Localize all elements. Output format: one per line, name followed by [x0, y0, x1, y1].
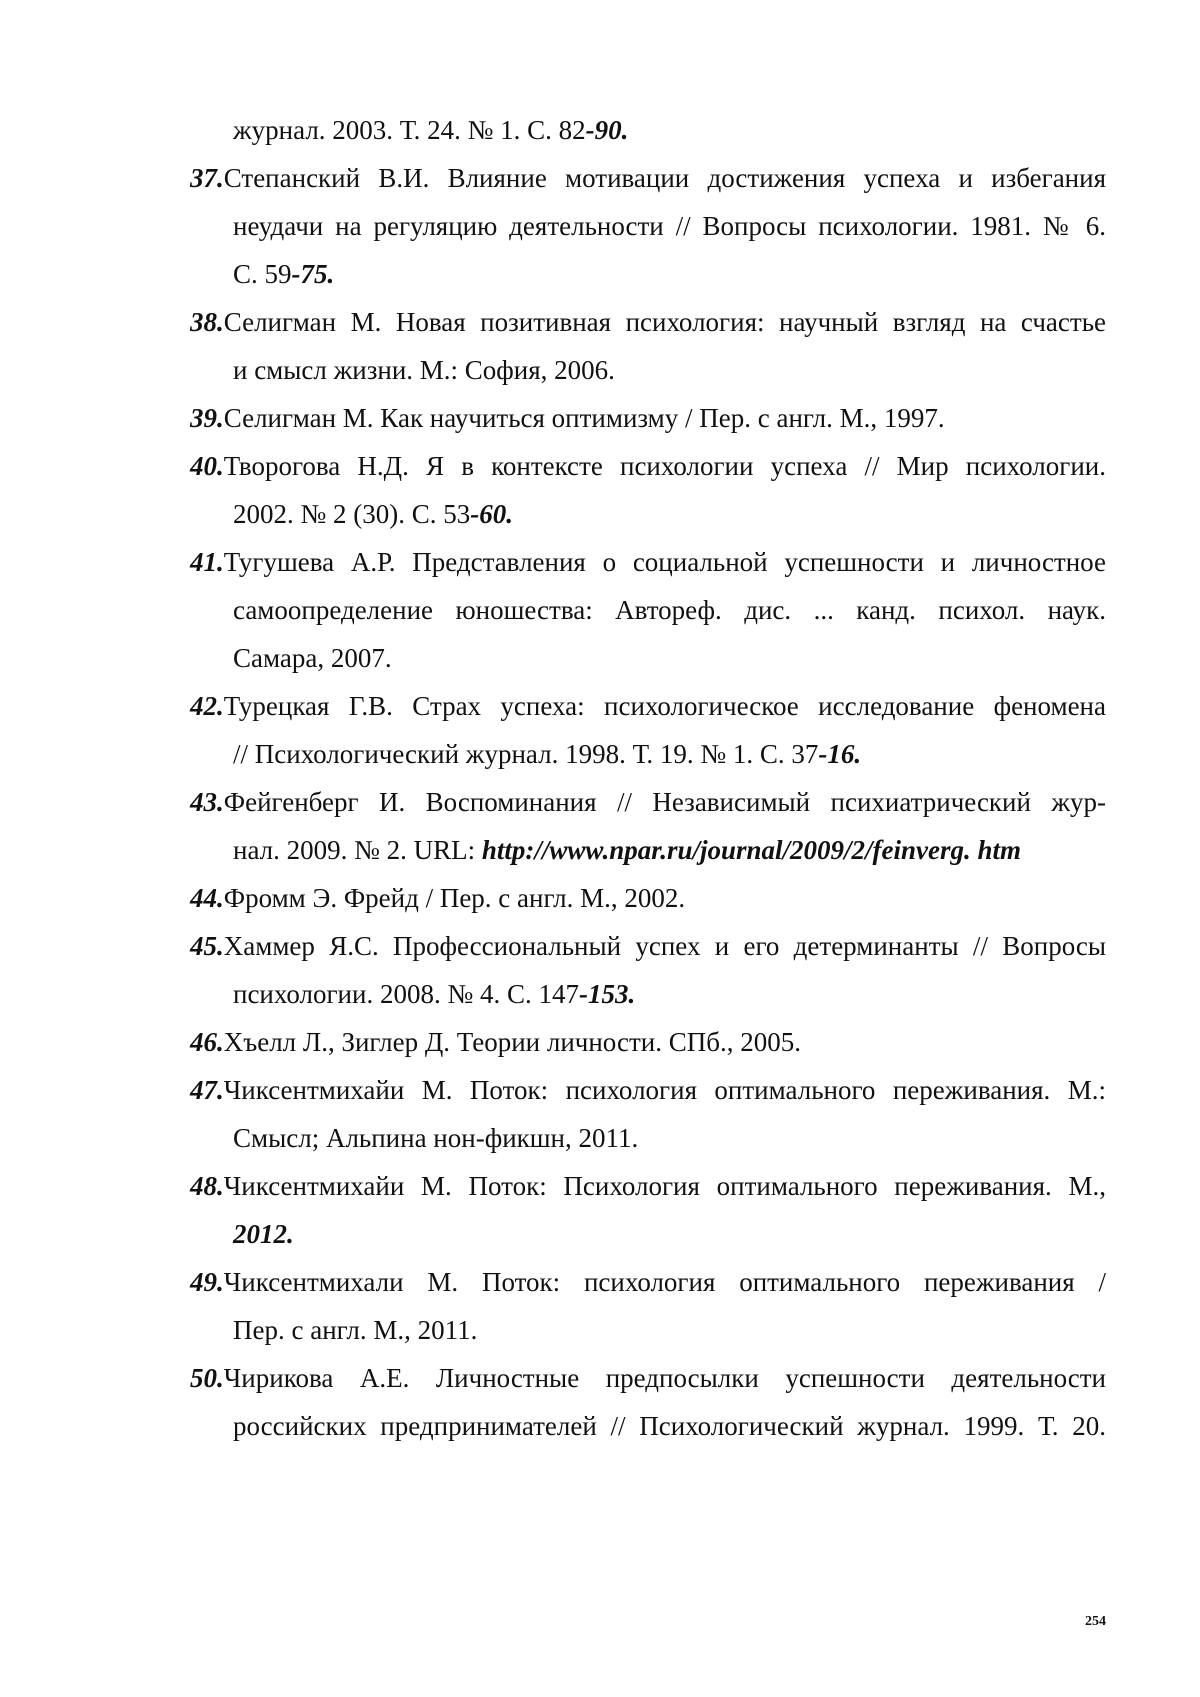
ref-number: 46. [190, 1027, 224, 1057]
ref-text: Творогова Н.Д. Я в контексте психологии успеха // Мир психологии. [223, 451, 1106, 481]
ref-text: Чиксентмихайи М. Поток: психология оптимального переживания. М.: [223, 1075, 1106, 1105]
ref-number: 44. [190, 883, 224, 913]
ref-text: Самара, 2007. [233, 643, 392, 673]
ref-40-line-1 [190, 449, 1106, 483]
ref-number: 41. [190, 547, 224, 577]
ref-text: Смысл; Альпина нон-фикшн, 2011. [233, 1123, 639, 1153]
ref-text: 2002. № 2 (30). С. 53 [233, 499, 471, 529]
ref-41-line-3 [233, 641, 1106, 675]
ref-text: нал. 2009. № 2. URL: [233, 835, 482, 865]
ref-text: российских предпринимателей // Психологический журнал. 1999. Т. 20. [233, 1411, 1106, 1441]
ref-text-bold-italic: -153. [578, 979, 636, 1009]
ref-text: Хъелл Л., Зиглер Д. Теории личности. СПб., 2005. [223, 1027, 801, 1057]
ref-text-bold-italic: -75. [291, 259, 335, 289]
ref-text: Чиксентмихайи М. Поток: Психология оптимального переживания. М., [223, 1171, 1106, 1201]
ref-text-bold-italic: -90. [585, 115, 629, 145]
page-number: 254 [1085, 1614, 1106, 1629]
ref-50-line-1 [190, 1361, 1106, 1395]
ref-text: и смысл жизни. М.: София, 2006. [233, 355, 615, 385]
ref-text-bold-italic: -16. [818, 739, 862, 769]
ref-41-line-1 [190, 545, 1106, 579]
ref-number: 37. [190, 163, 224, 193]
ref-45-line-1 [190, 929, 1106, 963]
ref-47-line-1 [190, 1073, 1106, 1107]
ref-43-line-1 [190, 785, 1106, 819]
ref-45-line-2 [233, 977, 1106, 1011]
ref-text-bold-italic: 2012. [233, 1219, 294, 1249]
ref-39-line-1 [190, 401, 1106, 435]
ref-47-line-2 [233, 1121, 1106, 1155]
ref-text: самоопределение юношества: Автореф. дис. ... канд. психол. наук. [233, 595, 1106, 625]
ref-number: 50. [190, 1363, 224, 1393]
ref-url: http://www.npar.ru/journal/2009/2/feinverg. htm [481, 835, 1022, 865]
ref-number: 38. [190, 307, 224, 337]
ref-number: 49. [190, 1267, 224, 1297]
ref-text: Селигман М. Как научиться оптимизму / Пер. с англ. М., 1997. [223, 403, 945, 433]
ref-text: неудачи на регуляцию деятельности // Вопросы психологии. 1981. № 6. [233, 211, 1106, 241]
ref-text: Фромм Э. Фрейд / Пер. с англ. М., 2002. [223, 883, 686, 913]
ref-number: 39. [190, 403, 224, 433]
ref-37-line-3 [233, 257, 1106, 291]
ref-text: С. 59 [233, 259, 292, 289]
ref-number: 42. [190, 691, 224, 721]
ref-50-line-2 [233, 1409, 1106, 1443]
ref-38-line-1 [190, 305, 1106, 339]
ref-text: Фейгенберг И. Воспоминания // Независимый психиатрический жур- [223, 787, 1106, 817]
ref-37-line-2 [233, 209, 1106, 243]
ref-number: 45. [190, 931, 224, 961]
ref-38-line-2 [233, 353, 1106, 387]
ref-46-line-1 [190, 1025, 1106, 1059]
ref-40-line-2 [233, 497, 1106, 531]
ref-text: Селигман М. Новая позитивная психология: научный взгляд на счастье [223, 307, 1106, 337]
ref-line [233, 113, 1106, 147]
ref-number: 48. [190, 1171, 224, 1201]
ref-49-line-2 [233, 1313, 1106, 1347]
ref-text: психологии. 2008. № 4. С. 147 [233, 979, 579, 1009]
ref-49-line-1 [190, 1265, 1106, 1299]
ref-text: Хаммер Я.С. Профессиональный успех и его детерминанты // Вопросы [223, 931, 1106, 961]
ref-37-line-1 [190, 161, 1106, 195]
ref-text: Турецкая Г.В. Страх успеха: психологическое исследование феномена [223, 691, 1106, 721]
ref-48-line-2 [233, 1217, 1106, 1251]
ref-number: 47. [190, 1075, 224, 1105]
ref-44-line-1 [190, 881, 1106, 915]
ref-text: Степанский В.И. Влияние мотивации достижения успеха и избегания [223, 163, 1106, 193]
ref-48-line-1 [190, 1169, 1106, 1203]
ref-41-line-2 [233, 593, 1106, 627]
ref-text: Чирикова А.Е. Личностные предпосылки успешности деятельности [223, 1363, 1106, 1393]
ref-text: Чиксентмихали М. Поток: психология оптимального переживания / [223, 1267, 1106, 1297]
ref-text: Тугушева А.Р. Представления о социальной успешности и личностное [223, 547, 1106, 577]
ref-42-line-2 [233, 737, 1106, 771]
ref-number: 40. [190, 451, 224, 481]
ref-text: журнал. 2003. Т. 24. № 1. С. 82 [233, 115, 586, 145]
ref-text: // Психологический журнал. 1998. Т. 19. № 1. С. 37 [233, 739, 819, 769]
ref-number: 43. [190, 787, 224, 817]
ref-42-line-1 [190, 689, 1106, 723]
ref-43-line-2 [233, 833, 1106, 867]
ref-text: Пер. с англ. М., 2011. [233, 1315, 478, 1345]
ref-text-bold-italic: -60. [470, 499, 514, 529]
